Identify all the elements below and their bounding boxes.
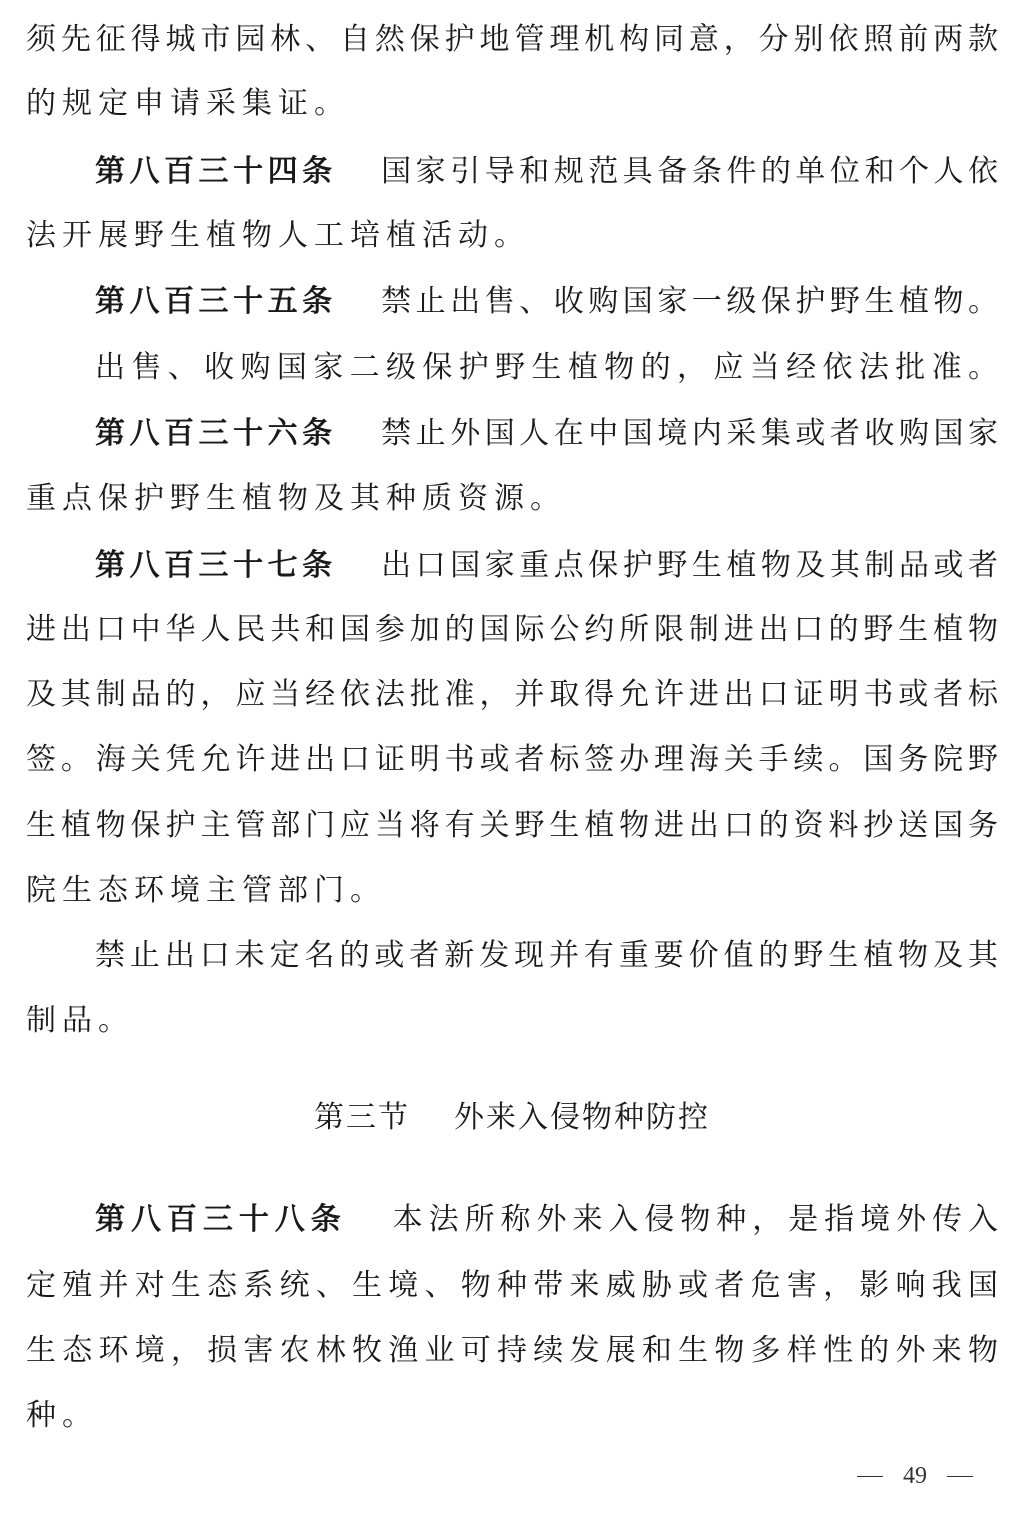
article-text: 本法所称外来入侵物种，是指境外传入: [386, 1202, 999, 1237]
text-line: 定殖并对生态系统、生境、物种带来威胁或者危害，影响我国: [26, 1268, 998, 1303]
text-line: 出售、收购国家二级保护野生植物的，应当经依法批准。: [95, 350, 998, 385]
footer-dash-right: [947, 1476, 973, 1477]
text-line: 生植物保护主管部门应当将有关野生植物进出口的资料抄送国务: [26, 808, 998, 843]
article-838: [95, 1200, 998, 1240]
page-number: 49: [903, 1462, 927, 1489]
article-number: 第八百三十七条: [95, 548, 337, 583]
article-number: 第八百三十四条: [95, 154, 337, 189]
article-number: 第八百三十八条: [95, 1202, 347, 1237]
article-836: [95, 414, 998, 454]
text-line: 的规定申请采集证。: [26, 86, 350, 121]
article-834: [95, 152, 998, 192]
text-line: 重点保护野生植物及其种质资源。: [26, 481, 566, 516]
footer-dash-left: [857, 1476, 883, 1477]
article-text: 出口国家重点保护野生植物及其制品或者: [376, 548, 999, 583]
article-text: 国家引导和规范具备条件的单位和个人依: [376, 154, 999, 189]
text-line: 及其制品的，应当经依法批准，并取得允许进出口证明书或者标: [26, 677, 998, 712]
section-heading: [0, 1096, 1024, 1140]
text-line: 种。: [26, 1398, 98, 1433]
text-line: 法开展野生植物人工培植活动。: [26, 218, 530, 253]
text-line: 制品。: [26, 1003, 134, 1038]
article-text: 禁止出售、收购国家一级保护野生植物。: [376, 284, 999, 319]
section-title-text: 外来入侵物种防控: [454, 1100, 710, 1135]
text-line: 须先征得城市园林、自然保护地管理机构同意，分别依照前两款: [26, 22, 998, 57]
text-line: 禁止出口未定名的或者新发现并有重要价值的野生植物及其: [95, 938, 998, 973]
text-line: 生态环境，损害农林牧渔业可持续发展和生物多样性的外来物: [26, 1333, 998, 1368]
article-835: [95, 282, 998, 322]
article-number: 第八百三十六条: [95, 416, 337, 451]
section-number: 第三节: [314, 1100, 410, 1135]
text-line: 签。海关凭允许进出口证明书或者标签办理海关手续。国务院野: [26, 742, 998, 777]
text-line: 院生态环境主管部门。: [26, 873, 386, 908]
page-footer: [840, 1458, 990, 1494]
text-line: 进出口中华人民共和国参加的国际公约所限制进出口的野生植物: [26, 612, 998, 647]
article-number: 第八百三十五条: [95, 284, 337, 319]
article-837: [95, 546, 998, 586]
article-text: 禁止外国人在中国境内采集或者收购国家: [376, 416, 999, 451]
